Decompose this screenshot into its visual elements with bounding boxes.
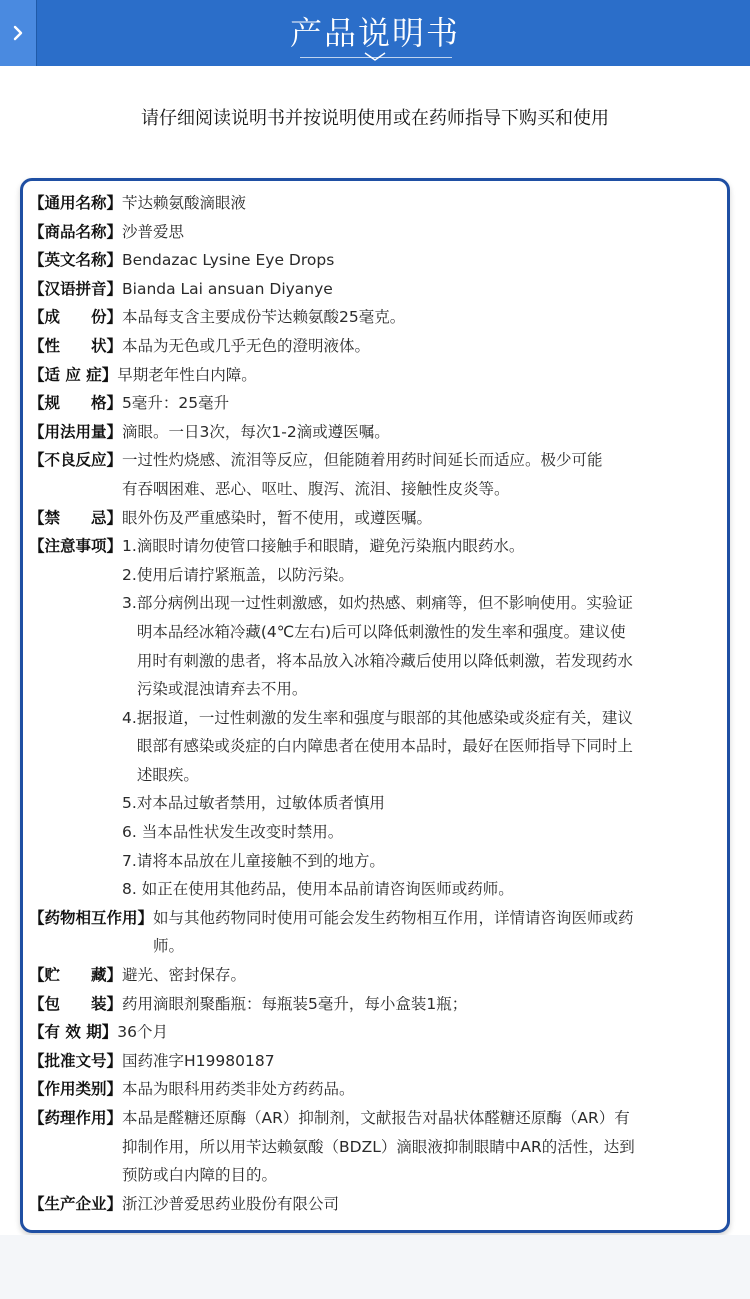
item-text <box>137 789 719 818</box>
caret-down-icon <box>364 52 386 62</box>
text-line: Bianda Lai ansuan Diyanye <box>122 279 333 298</box>
item-text <box>137 561 719 590</box>
field-row <box>29 246 719 275</box>
field-row <box>29 275 719 304</box>
instructions-list <box>29 189 719 1218</box>
field-value <box>122 532 719 904</box>
field-value <box>153 904 719 961</box>
item-text <box>142 875 719 904</box>
field-label: 【作用类别】 <box>29 1080 123 1099</box>
field-value <box>122 332 719 361</box>
instructions-card <box>20 178 730 1233</box>
item-text <box>137 704 719 790</box>
field-row <box>29 1190 719 1219</box>
field-row <box>29 418 719 447</box>
text-line: 本品为无色或几乎无色的澄明液体。 <box>122 336 371 355</box>
precaution-item <box>122 561 719 590</box>
item-text <box>137 589 719 703</box>
text-line: 明本品经冰箱冷藏(4℃左右)后可以降低刺激性的发生率和强度。建议使 <box>136 622 626 641</box>
text-line: 如正在使用其他药品，使用本品前请咨询医师或药师。 <box>141 880 514 899</box>
text-line: 用时有刺激的患者，将本品放入冰箱冷藏后使用以降低刺激，若发现药水 <box>136 651 633 670</box>
field-value <box>122 504 719 533</box>
text-line: 浙江沙普爱思药业股份有限公司 <box>122 1194 340 1213</box>
field-value <box>122 990 719 1019</box>
field-label: 【禁 忌】 <box>29 508 123 527</box>
field-label: 【汉语拼音】 <box>29 279 123 298</box>
text-line: 沙普爱思 <box>122 222 185 241</box>
item-number: 6. <box>122 823 142 842</box>
usage-notice: 请仔细阅读说明书并按说明使用或在药师指导下购买和使用 <box>141 108 609 129</box>
field-value <box>122 1047 719 1076</box>
item-number: 5. <box>122 794 137 813</box>
field-row <box>29 1018 719 1047</box>
text-line: 述眼疾。 <box>136 765 199 784</box>
field-value <box>122 275 719 304</box>
field-label: 【注意事项】 <box>29 537 123 556</box>
precaution-item <box>122 847 719 876</box>
field-label: 【规 格】 <box>29 394 123 413</box>
text-line: 对本品过敏者禁用，过敏体质者慎用 <box>136 794 385 813</box>
field-label: 【有 效 期】 <box>29 1023 118 1042</box>
text-line: 苄达赖氨酸滴眼液 <box>122 194 247 212</box>
field-value <box>122 389 719 418</box>
text-line: 当本品性状发生改变时禁用。 <box>141 823 344 842</box>
text-line: Bendazac Lysine Eye Drops <box>122 251 335 270</box>
precaution-item <box>122 789 719 818</box>
field-row <box>29 361 719 390</box>
text-line: 避光、密封保存。 <box>122 966 247 985</box>
field-label: 【生产企业】 <box>29 1194 123 1213</box>
item-number: 1. <box>122 537 137 556</box>
field-row <box>29 504 719 533</box>
text-line: 预防或白内障的目的。 <box>122 1166 278 1185</box>
field-value <box>122 418 719 447</box>
field-row <box>29 446 719 503</box>
text-line: 滴眼。一日3次，每次1-2滴或遵医嘱。 <box>122 422 390 441</box>
field-label: 【不良反应】 <box>29 451 123 470</box>
field-label: 【通用名称】 <box>29 194 123 212</box>
field-label: 【贮 藏】 <box>29 966 123 985</box>
text-line: 本品为眼科用药类非处方药药品。 <box>122 1080 355 1099</box>
text-line: 早期老年性白内障。 <box>117 365 257 384</box>
field-label: 【适 应 症】 <box>29 365 118 384</box>
text-line: 一过性灼烧感、流泪等反应，但能随着用药时间延长而适应。极少可能 <box>122 451 603 470</box>
field-label: 【药理作用】 <box>29 1109 123 1127</box>
precaution-item <box>122 704 719 790</box>
field-value <box>117 361 719 390</box>
text-line: 有吞咽困难、恶心、呕吐、腹泻、流泪、接触性皮炎等。 <box>122 479 510 498</box>
field-label: 【药物相互作用】 <box>29 908 154 927</box>
footer-background <box>0 1235 750 1299</box>
field-label: 【批准文号】 <box>29 1051 123 1070</box>
precaution-item <box>122 532 719 561</box>
field-row <box>29 189 719 218</box>
text-line: 部分病例出现一过性刺激感，如灼热感、刺痛等，但不影响使用。实验证 <box>136 594 633 613</box>
field-value <box>122 446 719 503</box>
item-number: 8. <box>122 880 142 899</box>
text-line: 师。 <box>153 937 185 956</box>
text-line: 抑制作用，所以用苄达赖氨酸（BDZL）滴眼液抑制眼睛中AR的活性，达到 <box>122 1137 635 1156</box>
field-label: 【英文名称】 <box>29 251 123 270</box>
precaution-item <box>122 875 719 904</box>
text-line: 本品每支含主要成份苄达赖氨酸25毫克。 <box>122 308 406 327</box>
field-label: 【用法用量】 <box>29 422 123 441</box>
field-value <box>117 1018 719 1047</box>
field-label: 【性 状】 <box>29 336 123 355</box>
field-value <box>122 1075 719 1104</box>
item-text <box>137 847 719 876</box>
field-value <box>122 218 719 247</box>
text-line: 据报道，一过性刺激的发生率和强度与眼部的其他感染或炎症有关，建议 <box>136 708 633 727</box>
text-line: 国药准字H19980187 <box>122 1051 275 1070</box>
field-row <box>29 990 719 1019</box>
field-value <box>122 246 719 275</box>
text-line: 眼外伤及严重感染时，暂不使用，或遵医嘱。 <box>122 508 433 527</box>
item-number: 7. <box>122 851 137 870</box>
text-line: 请将本品放在儿童接触不到的地方。 <box>136 851 385 870</box>
field-row <box>29 332 719 361</box>
field-row <box>29 218 719 247</box>
field-value <box>122 1104 719 1190</box>
field-row <box>29 532 719 904</box>
field-label: 【成 份】 <box>29 308 123 327</box>
field-row <box>29 1104 719 1190</box>
field-row <box>29 303 719 332</box>
precaution-item <box>122 589 719 703</box>
field-row <box>29 904 719 961</box>
field-label: 【包 装】 <box>29 994 123 1013</box>
field-value <box>122 303 719 332</box>
text-line: 5毫升：25毫升 <box>122 394 230 413</box>
text-line: 36个月 <box>117 1023 169 1042</box>
field-row <box>29 961 719 990</box>
text-line: 污染或混浊请弃去不用。 <box>136 680 308 699</box>
field-value <box>122 189 719 218</box>
field-row <box>29 1047 719 1076</box>
precaution-item <box>122 818 719 847</box>
text-line: 滴眼时请勿使管口接触手和眼睛，避免污染瓶内眼药水。 <box>136 537 525 556</box>
field-row <box>29 389 719 418</box>
item-number: 4. <box>122 708 137 727</box>
item-number: 3. <box>122 594 137 613</box>
text-line: 本品是醛糖还原酶（AR）抑制剂，文献报告对晶状体醛糖还原酶（AR）有 <box>122 1109 630 1127</box>
item-text <box>137 532 719 561</box>
text-line: 药用滴眼剂聚酯瓶：每瓶装5毫升，每小盒装1瓶； <box>122 994 468 1013</box>
field-row <box>29 1075 719 1104</box>
field-value <box>122 961 719 990</box>
text-line: 眼部有感染或炎症的白内障患者在使用本品时，最好在医师指导下同时上 <box>136 737 633 756</box>
text-line: 使用后请拧紧瓶盖，以防污染。 <box>136 565 354 584</box>
field-label: 【商品名称】 <box>29 222 123 241</box>
page-title: 产品说明书 <box>289 14 460 52</box>
text-line: 如与其他药物同时使用可能会发生药物相互作用，详情请咨询医师或药 <box>153 908 634 927</box>
item-number: 2. <box>122 565 137 584</box>
page-header <box>0 0 750 66</box>
item-text <box>142 818 719 847</box>
field-value <box>122 1190 719 1219</box>
